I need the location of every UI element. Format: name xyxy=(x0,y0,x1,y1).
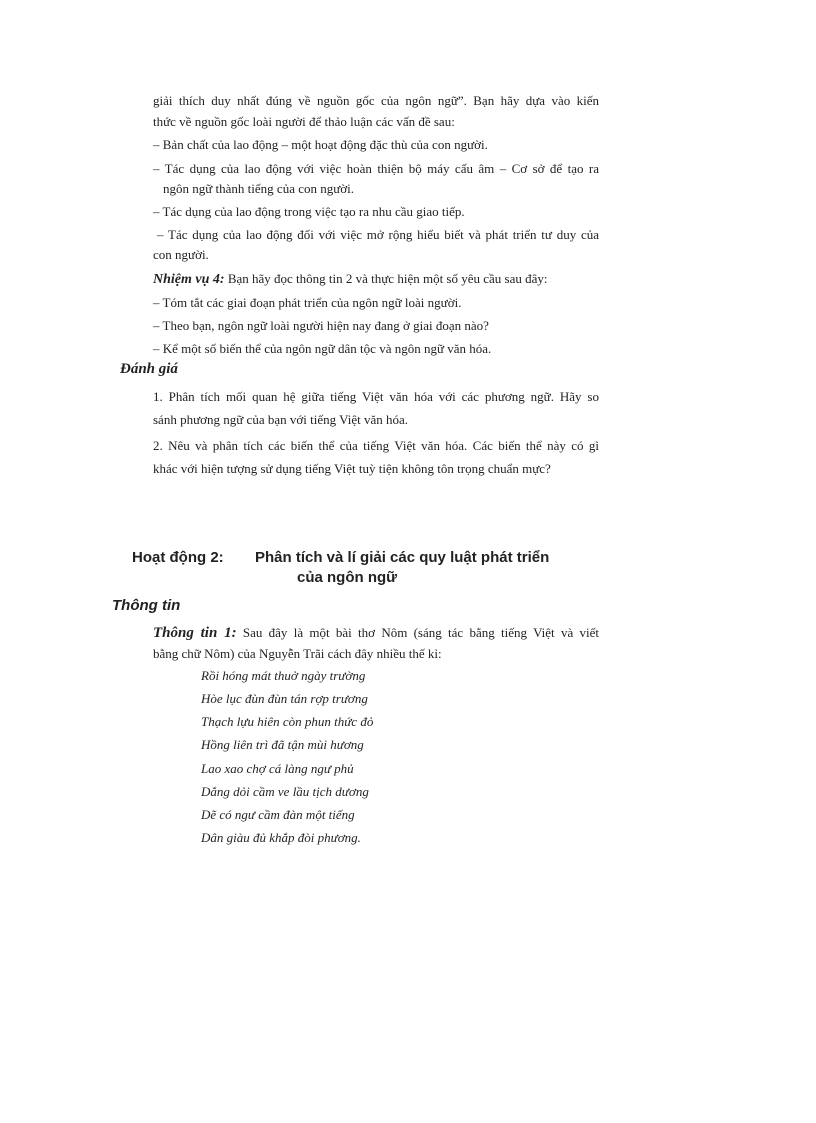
task4-item: – Kể một số biến thể của ngôn ngữ dân tộc và ngôn ngữ văn hóa. xyxy=(153,341,492,356)
assessment-question-continued: sánh phương ngữ của bạn với tiếng Việt văn hóa. xyxy=(153,412,408,427)
poem-line: Lao xao chợ cá làng ngư phủ xyxy=(201,761,354,776)
info1-text: Sau đây là một bài thơ Nôm (sáng tác bằng tiếng Việt và viết xyxy=(236,625,599,640)
bullet-item: – Tác dụng của lao động trong việc tạo ra nhu cầu giao tiếp. xyxy=(153,204,465,219)
paragraph-line: giải thích duy nhất đúng về nguồn gốc của ngôn ngữ”. Bạn hãy dựa vào kiến xyxy=(153,93,599,108)
task4-label: Nhiệm vụ 4: xyxy=(153,272,225,287)
assessment-question: 1. Phân tích mối quan hệ giữa tiếng Việt văn hóa với các phương ngữ. Hãy so xyxy=(153,389,599,404)
paragraph-line: thức về nguồn gốc loài người để thảo luận các vấn đề sau: xyxy=(153,114,455,129)
assessment-question: 2. Nêu và phân tích các biến thể của tiếng Việt văn hóa. Các biến thể này có gì xyxy=(153,438,599,453)
poem-line: Rồi hóng mát thuở ngày trường xyxy=(201,668,366,683)
task4-item: – Tóm tắt các giai đoạn phát triển của ngôn ngữ loài người. xyxy=(153,295,462,310)
activity-label: Hoạt động 2: xyxy=(132,549,224,566)
bullet-item-continued: ngôn ngữ thành tiếng của con người. xyxy=(163,181,355,196)
bullet-item-continued: con người. xyxy=(153,247,209,262)
task4-item: – Theo bạn, ngôn ngữ loài người hiện nay đang ở giai đoạn nào? xyxy=(153,318,489,333)
poem-line: Dẽ có ngư cầm đàn một tiếng xyxy=(201,807,355,822)
activity-title-continued: của ngôn ngữ xyxy=(297,569,398,586)
poem-line: Dân giàu đủ khắp đòi phương. xyxy=(201,830,361,845)
info1-paragraph xyxy=(153,624,599,642)
task4-text: Bạn hãy đọc thông tin 2 và thực hiện một số yêu cầu sau đây: xyxy=(224,271,548,286)
poem-line: Hòe lục đùn đùn tán rợp trương xyxy=(201,691,368,706)
info1-label: Thông tin 1: xyxy=(153,625,237,641)
poem-line: Dắng dỏi cầm ve lầu tịch dương xyxy=(201,784,369,799)
poem-line: Thạch lựu hiên còn phun thức đỏ xyxy=(201,714,374,729)
bullet-item: – Bản chất của lao động – một hoạt động đặc thù của con người. xyxy=(153,137,488,152)
assessment-question-continued: khác với hiện tượng sử dụng tiếng Việt tuỳ tiện không tôn trọng chuẩn mực? xyxy=(153,461,551,476)
poem-line: Hồng liên trì đã tận mùi hương xyxy=(201,737,364,752)
task4-paragraph xyxy=(153,270,548,288)
assessment-heading: Đánh giá xyxy=(120,361,178,377)
bullet-item: – Tác dụng của lao động đối với việc mở rộng hiểu biết và phát triển tư duy của xyxy=(157,227,599,242)
info1-paragraph-continued: bằng chữ Nôm) của Nguyễn Trãi cách đây nhiều thế kỉ: xyxy=(153,646,442,661)
bullet-item: – Tác dụng của lao động với việc hoàn thiện bộ máy cấu âm – Cơ sở để tạo ra xyxy=(153,161,599,176)
info-section-heading: Thông tin xyxy=(112,597,181,614)
activity-title: Phân tích và lí giải các quy luật phát triển xyxy=(255,549,550,566)
